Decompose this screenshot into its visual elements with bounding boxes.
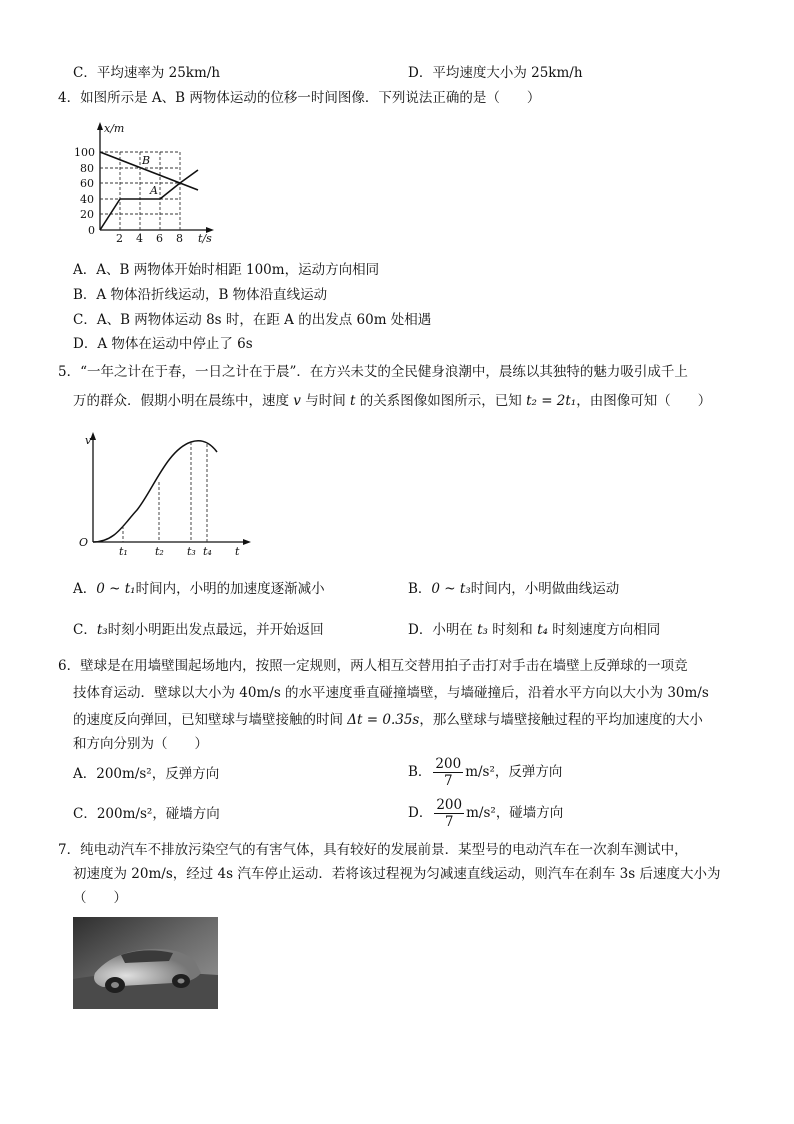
q5-origin-label: O bbox=[79, 536, 89, 549]
q5-tick: t₂ bbox=[155, 545, 164, 558]
q6-option-c: C．200m/s²，碰墙方向 bbox=[73, 806, 220, 822]
electric-car-photo bbox=[73, 917, 218, 1009]
q5-tick: t₄ bbox=[203, 545, 212, 558]
q3-option-c: C．平均速率为 25km/h bbox=[73, 65, 221, 81]
q4-option-c: C．A、B 两物体运动 8s 时，在距 A 的出发点 60m 处相遇 bbox=[73, 312, 432, 328]
q6-option-d-fraction: $\frac{200}{7}$ bbox=[436, 797, 463, 830]
q4-y-tick: 40 bbox=[80, 193, 94, 206]
q4-stem: 4．如图所示是 A、B 两物体运动的位移一时间图像．下列说法正确的是（ ） bbox=[58, 90, 541, 106]
q6-option-d: D． $\frac{200}{7}$ m/s²，碰墙方向 bbox=[408, 797, 564, 830]
q6-option-b: B． $\frac{200}{7}$ m/s²，反弹方向 bbox=[408, 756, 563, 789]
q4-displacement-time-graph bbox=[70, 118, 230, 248]
q5-velocity-time-graph bbox=[75, 430, 255, 562]
q4-y-tick: 100 bbox=[74, 146, 95, 159]
q4-y-axis-label: x/m bbox=[104, 122, 125, 135]
q5-stem-line2: 万的群众．假期小明在晨练中，速度 v 与时间 t 的关系图像如图所示，已知 t₂ = 2t₁，由图像可知（ ） bbox=[73, 393, 712, 409]
q4-x-tick: 4 bbox=[136, 232, 143, 245]
q5-tick: t₁ bbox=[119, 545, 128, 558]
q4-x-tick: 2 bbox=[116, 232, 123, 245]
q6-stem-line3: 的速度反向弹回，已知壁球与墙壁接触的时间 Δt = 0.35s，那么壁球与墙壁接触过程的平均加速度的大小 bbox=[73, 712, 703, 728]
q5-option-a: A．0 ~ t₁时间内，小明的加速度逐渐减小 bbox=[73, 581, 325, 597]
q6-stem-line1: 6．壁球是在用墙壁围起场地内，按照一定规则，两人相互交替用拍子击打对手击在墙壁上反弹球的一项竞 bbox=[58, 658, 688, 674]
q4-option-a: A．A、B 两物体开始时相距 100m，运动方向相同 bbox=[73, 262, 380, 278]
q4-x-axis-label: t/s bbox=[198, 232, 212, 245]
q4-y-tick: 60 bbox=[80, 177, 94, 190]
q4-x-tick: 8 bbox=[176, 232, 183, 245]
q6-option-a: A．200m/s²，反弹方向 bbox=[73, 766, 220, 782]
q7-stem-line2: 初速度为 20m/s，经过 4s 汽车停止运动．若将该过程视为匀减速直线运动，则汽车在刹车 3s 后速度大小为 bbox=[73, 866, 721, 882]
q4-line-b-label: B bbox=[142, 154, 151, 167]
q4-y-tick: 80 bbox=[80, 162, 94, 175]
q6-stem-line4: 和方向分别为（ ） bbox=[73, 736, 208, 752]
q4-option-b: B．A 物体沿折线运动，B 物体沿直线运动 bbox=[73, 287, 328, 303]
q5-y-axis-label: v bbox=[85, 434, 92, 447]
q6-stem-line2: 技体育运动．壁球以大小为 40m/s 的水平速度垂直碰撞墙壁，与墙碰撞后，沿着水平方向以大小为 30m/s bbox=[73, 685, 709, 701]
q4-y-tick: 0 bbox=[88, 224, 95, 237]
q5-tick: t₃ bbox=[187, 545, 196, 558]
q7-stem-line1: 7．纯电动汽车不排放污染空气的有害气体，具有较好的发展前景．某型号的电动汽车在一次刹车测试中， bbox=[58, 842, 688, 858]
q4-y-tick: 20 bbox=[80, 208, 94, 221]
q5-x-axis-label: t bbox=[235, 545, 240, 558]
q4-line-a-label: A bbox=[150, 184, 158, 197]
q7-stem-line3: （ ） bbox=[73, 890, 127, 906]
q5-option-c: C．t₃时刻小明距出发点最远，并开始返回 bbox=[73, 622, 324, 638]
q5-stem-line1: 5．“一年之计在于春，一日之计在于晨”．在方兴未艾的全民健身浪潮中，晨练以其独特的魅力吸引成千上 bbox=[58, 364, 688, 380]
q5-option-b: B．0 ~ t₃时间内，小明做曲线运动 bbox=[408, 581, 620, 597]
q6-option-b-fraction: $\frac{200}{7}$ bbox=[435, 756, 462, 789]
q4-x-tick: 6 bbox=[156, 232, 163, 245]
q3-option-d: D．平均速度大小为 25km/h bbox=[408, 65, 583, 81]
q4-option-d: D．A 物体在运动中停止了 6s bbox=[73, 336, 253, 352]
q5-option-d: D．小明在 t₃ 时刻和 t₄ 时刻速度方向相同 bbox=[408, 622, 661, 638]
